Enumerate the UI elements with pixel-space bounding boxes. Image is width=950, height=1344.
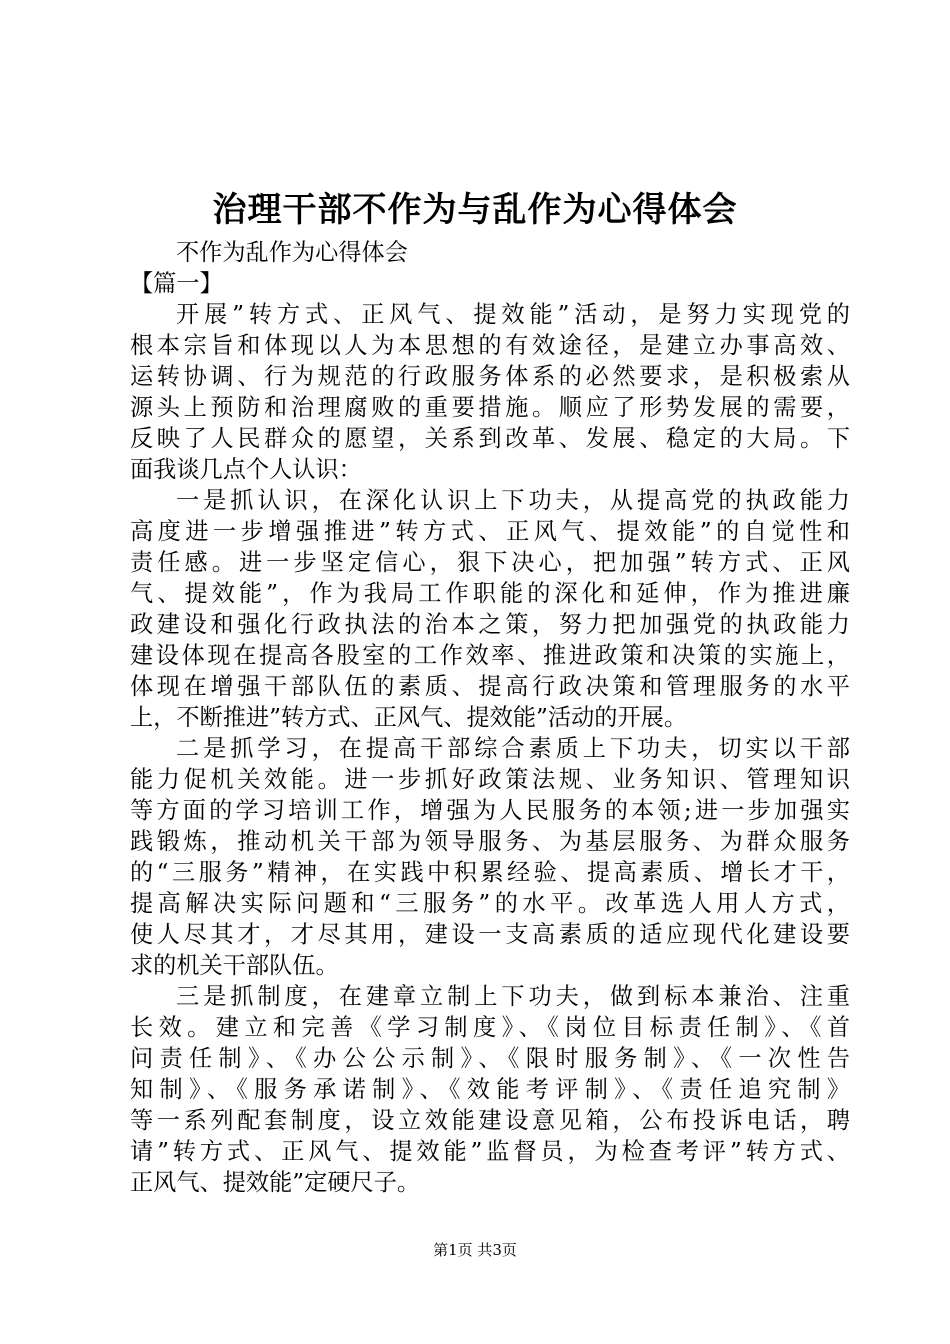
text-line: 面我谈几点个人认识： [130,456,362,483]
text-line: 求的机关干部队伍。 [130,952,339,979]
text-line: 问责任制》、《办公公示制》、《限时服务制》、《一次性告 [130,1045,850,1072]
text-line: 责任感。进一步坚定信心，狠下决心，把加强”转方式、正风 [130,549,850,576]
text-line: 等一系列配套制度，设立效能建设意见箱，公布投诉电话，聘 [130,1107,850,1134]
text-line: 上，不断推进”转方式、正风气、提效能”活动的开展。 [130,704,688,731]
text-line: 长效。建立和完善《学习制度》、《岗位目标责任制》、《首 [130,1014,850,1041]
text-line: 一是抓认识，在深化认识上下功夫，从提高党的执政能力 [176,487,850,514]
text-line: 运转协调、行为规范的行政服务体系的必然要求，是积极索从 [130,363,850,390]
text-line: 二是抓学习，在提高干部综合素质上下功夫，切实以干部 [176,735,850,762]
page-footer: 第1页 共3页 [433,1241,517,1259]
text-line: 的“三服务”精神，在实践中积累经验、提高素质、增长才干， [130,859,850,886]
text-line: 源头上预防和治理腐败的重要措施。顺应了形势发展的需要， [130,394,850,421]
text-line: 【篇一】 [130,270,223,297]
text-line: 高度进一步增强推进”转方式、正风气、提效能”的自觉性和 [130,518,850,545]
text-line: 建设体现在提高各股室的工作效率、推进政策和决策的实施上， [130,642,850,669]
document-body [130,237,850,1198]
text-line: 正风气、提效能”定硬尺子。 [130,1169,421,1196]
text-line: 践锻炼，推动机关干部为领导服务、为基层服务、为群众服务 [130,828,850,855]
text-line: 政建设和强化行政执法的治本之策，努力把加强党的执政能力 [130,611,850,638]
text-line: 能力促机关效能。进一步抓好政策法规、业务知识、管理知识 [130,766,850,793]
text-line: 反映了人民群众的愿望，关系到改革、发展、稳定的大局。下 [130,425,850,452]
document-title: 治理干部不作为与乱作为心得体会 [212,190,738,230]
text-line: 请”转方式、正风气、提效能”监督员，为检查考评”转方式、 [130,1138,850,1165]
text-line: 体现在增强干部队伍的素质、提高行政决策和管理服务的水平 [130,673,850,700]
text-line: 知制》、《服务承诺制》、《效能考评制》、《责任追究制》 [130,1076,850,1103]
text-line: 开展”转方式、正风气、提效能”活动，是努力实现党的 [176,301,850,328]
text-line: 提高解决实际问题和“三服务”的水平。改革选人用人方式， [130,890,850,917]
text-line: 根本宗旨和体现以人为本思想的有效途径，是建立办事高效、 [130,332,850,359]
text-line: 等方面的学习培训工作，增强为人民服务的本领;进一步加强实 [130,797,850,824]
text-line: 气、提效能”，作为我局工作职能的深化和延伸，作为推进廉 [130,580,850,607]
text-line: 不作为乱作为心得体会 [176,239,408,266]
text-line: 使人尽其才，才尽其用，建设一支高素质的适应现代化建设要 [130,921,850,948]
text-line: 三是抓制度，在建章立制上下功夫，做到标本兼治、注重 [176,983,850,1010]
